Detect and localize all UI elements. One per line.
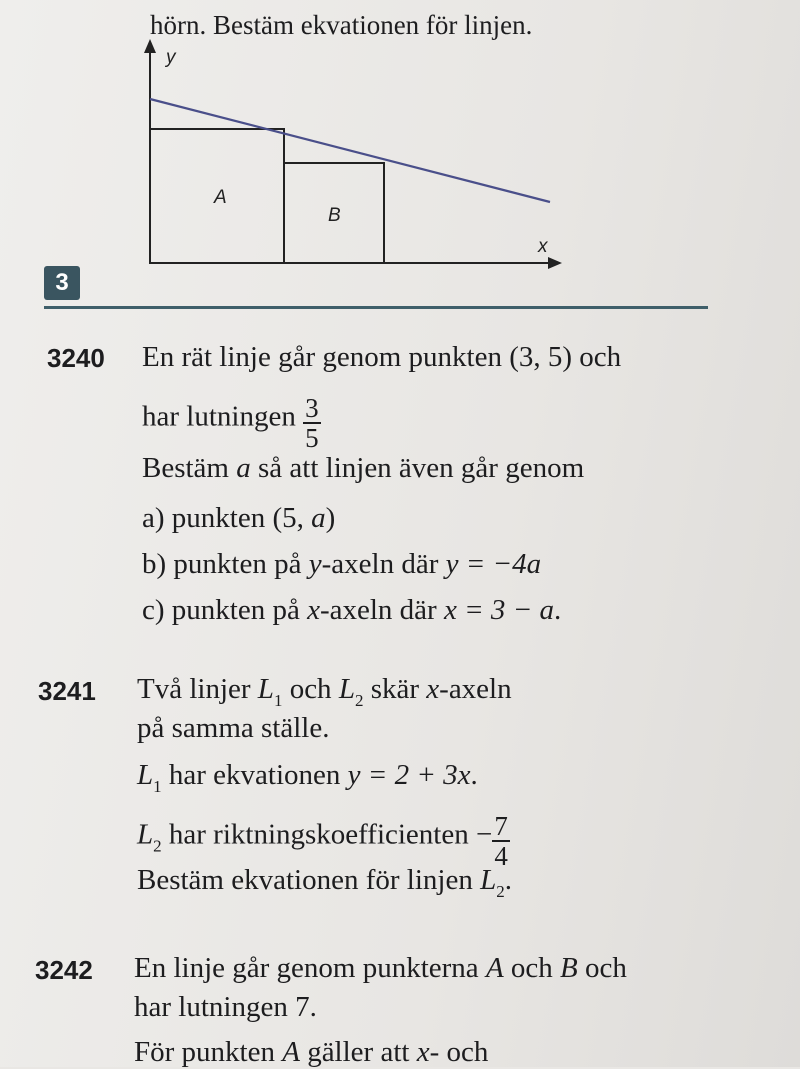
- var-L: L: [137, 759, 154, 791]
- subscript: 1: [153, 777, 162, 796]
- text-span: .: [553, 594, 562, 626]
- p3240-line-1: En rät linje går genom punkten (3, 5) och: [142, 341, 622, 373]
- text-span: För punkten: [134, 1036, 283, 1068]
- fraction-numerator: 7: [494, 811, 508, 841]
- p3240-slope-text: har lutningen: [142, 400, 296, 433]
- text-span: Två linjer: [137, 673, 258, 705]
- var-L: L: [137, 818, 154, 851]
- p3241-line-5: [137, 863, 512, 909]
- var-a: a: [236, 452, 251, 484]
- p3242-line-2: har lutningen 7.: [134, 991, 317, 1023]
- var-L: L: [338, 673, 355, 705]
- equation: y = 2 + 3x: [347, 759, 471, 791]
- p3240-line-3: [142, 451, 584, 485]
- square-a-label: A: [214, 187, 227, 208]
- fraction-denominator: 4: [494, 841, 508, 871]
- text-span: -axeln: [439, 673, 512, 705]
- var-A: A: [282, 1036, 300, 1068]
- p3241-line-2: på samma ställe.: [137, 712, 330, 744]
- subscript: 1: [273, 691, 283, 710]
- var-y: y: [308, 548, 322, 580]
- var-x: x: [307, 594, 320, 626]
- section-divider: [44, 306, 708, 309]
- p3242-line-3: [134, 1035, 488, 1069]
- p3241-slope-fraction: [492, 812, 510, 870]
- part-label: b): [142, 548, 167, 580]
- p3240-part-c: [142, 593, 561, 627]
- top-text-line: hörn. Bestäm ekvationen för linjen.: [150, 10, 533, 40]
- var-L: L: [480, 864, 497, 896]
- var-B: B: [560, 952, 578, 984]
- problem-number-3240: 3240: [47, 343, 105, 373]
- subscript: 2: [354, 691, 364, 710]
- squares-figure: [130, 35, 580, 275]
- text-span: punkten på: [173, 548, 309, 580]
- text-span: och: [577, 952, 627, 984]
- text-span: Bestäm: [142, 452, 237, 484]
- equation: x = 3 − a: [443, 594, 554, 626]
- text-span: .: [504, 864, 512, 896]
- p3241-line-3: [137, 758, 478, 804]
- equation: y = −4a: [445, 548, 542, 580]
- p3242-line-1: [134, 951, 627, 985]
- var-a: a: [311, 502, 326, 534]
- p3240-line-2: [142, 390, 321, 453]
- problem-number-3242: 3242: [35, 955, 93, 985]
- text-span: skär: [363, 673, 427, 705]
- problem-number-3241: 3241: [38, 676, 96, 706]
- fraction-denominator: 5: [305, 423, 319, 453]
- text-span: så att linjen även går genom: [250, 452, 585, 484]
- var-A: A: [485, 952, 504, 984]
- text-span: och: [282, 673, 339, 705]
- y-axis-label: y: [166, 47, 176, 68]
- subscript: 2: [496, 882, 505, 901]
- text-span: .: [470, 759, 478, 791]
- text-span: punkten (5,: [171, 502, 312, 534]
- section-badge: 3: [44, 266, 80, 300]
- text-span: punkten på: [171, 594, 308, 626]
- minus-sign: −: [475, 818, 493, 851]
- fraction-numerator: 3: [305, 393, 319, 423]
- part-label: c): [142, 594, 165, 626]
- x-axis-label: x: [538, 236, 548, 257]
- text-span: ): [325, 502, 336, 534]
- text-span: -axeln där: [321, 548, 446, 580]
- text-span: har ekvationen: [161, 759, 348, 791]
- x-axis-arrow: [548, 257, 562, 269]
- sloped-line: [150, 99, 550, 202]
- var-x: x: [426, 673, 440, 705]
- text-span: har riktningskoefficienten: [161, 818, 476, 851]
- text-span: och: [503, 952, 561, 984]
- square-b-label: B: [328, 205, 341, 226]
- text-span: - och: [429, 1036, 489, 1068]
- text-span: En linje går genom punkterna: [134, 952, 486, 984]
- p3240-part-b: [142, 547, 541, 581]
- var-x: x: [416, 1036, 430, 1068]
- text-span: -axeln där: [319, 594, 444, 626]
- var-L: L: [257, 673, 274, 705]
- subscript: 2: [153, 836, 162, 856]
- text-span: Bestäm ekvationen för linjen: [137, 864, 481, 896]
- p3240-part-a: [142, 501, 335, 535]
- y-axis-arrow: [144, 39, 156, 53]
- p3241-line-4: [137, 808, 510, 871]
- part-label: a): [142, 502, 165, 534]
- text-span: gäller att: [299, 1036, 417, 1068]
- p3240-slope-fraction: [303, 394, 321, 452]
